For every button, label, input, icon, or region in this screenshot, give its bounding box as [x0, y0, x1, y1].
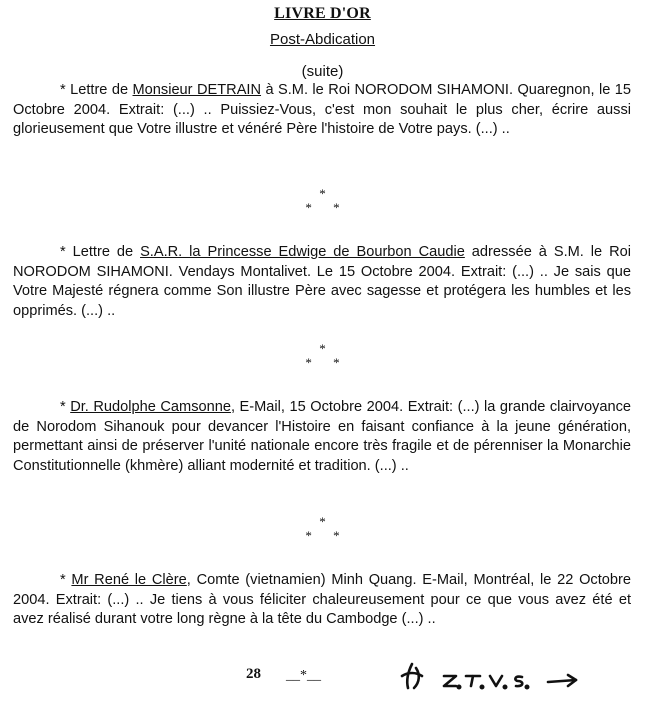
entry-author: Monsieur DETRAIN: [132, 82, 262, 98]
page-footer: [0, 664, 645, 700]
entry-prefix: *: [60, 572, 72, 588]
entry-author: Mr René le Clère: [71, 572, 187, 588]
guestbook-entry: [13, 81, 631, 140]
entry-text: , E-Mail, 15 Octobre 2004. Extrait: (...) la grande clairvoyance de Norodom Sihanouk pour devancer l'Histoire en faisant confiance à la jeune génération, permettant ainsi de préserver l'unité nationale encore très fragile et de pérenniser la Monarchie Constitutionnelle (khmère) alliant modernité et tradition. (...) ..: [13, 399, 631, 474]
entry-text: adressée à S.M. le Roi NORODOM SIHAMONI. Vendays Montalivet. Le 15 Octobre 2004. Extrait: (...) .. Je sais que Votre Majesté régnera comme Son illustre Père avec sagesse et protégera les humbles et les opprimés. (...) ..: [13, 244, 631, 319]
star-separator: [0, 342, 645, 370]
page-title: LIVRE D'OR: [274, 5, 371, 22]
separator-star-bottom: * *: [305, 200, 340, 215]
entry-author: S.A.R. la Princesse Edwige de Bourbon Caudie: [140, 244, 465, 260]
guestbook-entry: [13, 571, 631, 630]
separator-star-bottom: * *: [305, 528, 340, 543]
entry-prefix: *: [60, 399, 71, 415]
separator-star-top: *: [319, 341, 326, 356]
handwritten-signature: [398, 658, 598, 694]
star-separator: [0, 515, 645, 543]
footer-divider: __*__: [286, 668, 321, 683]
entry-text: , Comte (vietnamien) Minh Quang. E-Mail, Montréal, le 22 Octobre 2004. Extrait: (...) .. Je tiens à vous féliciter chaleureusement pour ce que vous avez été et avez réalisé durant votre long règne à la tête du Cambodge (...) ..: [13, 572, 631, 627]
star-separator: [0, 187, 645, 215]
guestbook-entry: [13, 398, 631, 476]
entry-prefix: * Lettre de: [60, 244, 141, 260]
guestbook-entry: [13, 243, 631, 321]
entry-prefix: * Lettre de: [60, 82, 133, 98]
separator-star-bottom: * *: [305, 355, 340, 370]
continuation-label: (suite): [301, 63, 344, 80]
entry-author: Dr. Rudolphe Camsonne: [70, 399, 231, 415]
separator-star-top: *: [319, 186, 326, 201]
entry-text: à S.M. le Roi NORODOM SIHAMONI. Quaregnon, le 15 Octobre 2004. Extrait: (...) .. Puissiez-Vous, c'est mon souhait le plus cher, écrire aussi glorieusement que Votre illustre et vénéré Père l'histoire de Votre pays. (...) ..: [13, 82, 631, 137]
page-subtitle: Post-Abdication: [269, 31, 376, 48]
page-number: 28: [246, 666, 261, 682]
separator-star-top: *: [319, 514, 326, 529]
